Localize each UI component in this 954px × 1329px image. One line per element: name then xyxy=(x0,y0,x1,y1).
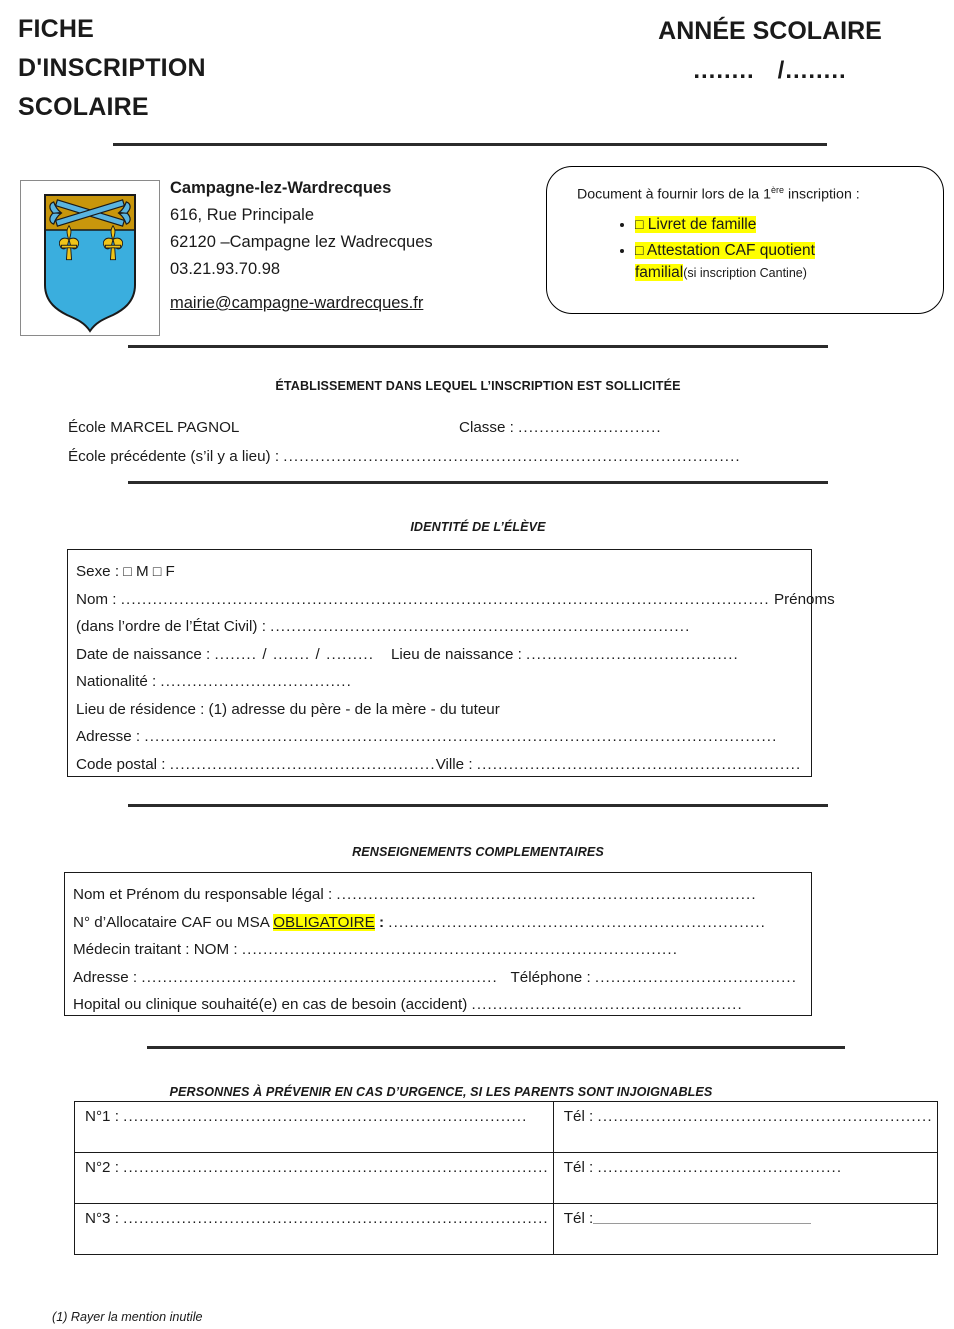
additional-responsable-label: Nom et Prénom du responsable légal : xyxy=(73,886,337,903)
checkbox-sexe-f[interactable]: □ xyxy=(152,563,162,579)
establishment-class-row xyxy=(459,418,662,437)
emergency-tel-label-1: Tél : xyxy=(563,1108,598,1125)
emergency-tel-input-3[interactable] xyxy=(593,1213,811,1224)
mairie-name: Campagne-lez-Wardrecques xyxy=(170,179,392,197)
emergency-name-cell-3[interactable] xyxy=(75,1204,554,1255)
identity-prenoms-label: Prénoms xyxy=(769,590,835,608)
mairie-email-link[interactable]: mairie@campagne-wardrecques.fr xyxy=(170,294,424,312)
emergency-name-cell-2[interactable] xyxy=(75,1153,554,1204)
establishment-heading: ÉTABLISSEMENT DANS LEQUEL L’INSCRIPTION EST SOLLICITÉE xyxy=(275,379,681,393)
identity-row-nom xyxy=(76,586,835,614)
emergency-name-input-1[interactable]: ............................................................................ xyxy=(123,1108,528,1125)
required-document-item-2[interactable] xyxy=(635,239,927,284)
identity-sexe-option-m: M xyxy=(131,563,153,580)
additional-heading: RENSEIGNEMENTS COMPLEMENTAIRES xyxy=(352,845,604,859)
additional-allocataire-mandatory-badge: OBLIGATOIRE xyxy=(273,913,375,931)
divider-under-identity xyxy=(128,804,828,807)
identity-heading: IDENTITÉ DE L’ÉLÈVE xyxy=(410,520,546,534)
required-documents-list xyxy=(577,213,927,284)
coat-of-arms-frame xyxy=(20,180,160,336)
required-document-label-2b: familial xyxy=(635,263,684,281)
additional-allocataire-label: N° d’Allocataire CAF ou MSA xyxy=(73,913,274,931)
additional-telephone-input[interactable]: ...................................... xyxy=(594,968,798,986)
additional-row-medecin xyxy=(73,936,811,964)
additional-medecin-input[interactable]: .................................................................................. xyxy=(241,941,679,958)
identity-row-adresse xyxy=(76,723,811,751)
identity-row-etat-civil xyxy=(76,613,811,641)
identity-date-naissance-label: Date de naissance : xyxy=(76,645,215,663)
identity-adresse-input[interactable]: ....................................................................................................................... xyxy=(144,728,778,745)
form-title-line-2: D'INSCRIPTION xyxy=(18,54,206,82)
identity-row-sexe xyxy=(76,558,811,586)
mairie-city: 62120 –Campagne lez Wadrecques xyxy=(170,233,433,251)
emergency-name-label-1: N°1 : xyxy=(85,1108,124,1125)
additional-fieldbox xyxy=(64,872,812,1016)
emergency-name-input-2[interactable]: ................................................................................ xyxy=(123,1159,549,1176)
required-document-label-1: Livret de famille xyxy=(647,215,757,233)
school-year-blank-right[interactable]: ........ xyxy=(785,57,847,84)
identity-nationalite-input[interactable]: .................................... xyxy=(160,673,352,690)
identity-nom-label: Nom : xyxy=(76,590,121,608)
mairie-address-block xyxy=(170,175,530,317)
emergency-name-label-3: N°3 : xyxy=(85,1210,124,1227)
table-row xyxy=(75,1204,938,1255)
emergency-tel-cell-3[interactable] xyxy=(553,1204,937,1255)
identity-sexe-label: Sexe : xyxy=(76,563,124,580)
form-title-line-1: FICHE xyxy=(18,15,94,43)
emergency-contacts-table xyxy=(74,1101,938,1255)
identity-code-postal-label: Code postal : xyxy=(76,755,170,773)
mairie-phone: 03.21.93.70.98 xyxy=(170,260,281,278)
mairie-street: 616, Rue Principale xyxy=(170,206,315,224)
coat-of-arms-icon xyxy=(21,181,159,335)
divider-under-header-block xyxy=(128,345,828,348)
identity-row-nationalite xyxy=(76,668,811,696)
identity-lieu-naissance-label: Lieu de naissance : xyxy=(390,645,527,663)
footnote-rayer-mention: (1) Rayer la mention inutile xyxy=(52,1310,203,1324)
required-documents-lead-before: Document à fournir lors de la 1 xyxy=(577,186,771,203)
required-document-label-2: Attestation CAF quotient xyxy=(646,241,815,259)
school-year-blanks xyxy=(600,51,940,90)
additional-adresse-label: Adresse : xyxy=(73,968,142,986)
establishment-previous-label: École précédente (s’il y a lieu) : xyxy=(68,448,284,465)
table-row xyxy=(75,1153,938,1204)
emergency-name-label-2: N°2 : xyxy=(85,1159,124,1176)
establishment-school-row xyxy=(68,418,239,437)
form-title xyxy=(18,10,348,127)
emergency-name-input-3[interactable]: ................................................................................ xyxy=(123,1210,549,1227)
checkbox-livret-famille[interactable]: □ xyxy=(635,215,644,232)
school-year-blank-left[interactable]: ........ xyxy=(693,57,755,84)
additional-responsable-input[interactable]: ............................................................................... xyxy=(336,886,757,903)
form-title-line-3: SCOLAIRE xyxy=(18,93,149,121)
additional-row-hopital xyxy=(73,991,811,1019)
identity-row-residence xyxy=(76,696,811,724)
additional-allocataire-input[interactable]: ....................................................................... xyxy=(388,913,766,931)
identity-nom-input[interactable]: .......................................................................................................................... xyxy=(120,590,770,608)
divider-under-additional xyxy=(147,1046,845,1049)
checkbox-sexe-m[interactable]: □ xyxy=(123,563,132,579)
establishment-class-label: Classe : xyxy=(459,419,519,436)
identity-ville-label: Ville : xyxy=(435,755,477,773)
divider-under-title xyxy=(113,143,827,146)
required-documents-lead-after: inscription : xyxy=(784,186,860,203)
additional-medecin-label: Médecin traitant : NOM : xyxy=(73,941,242,958)
identity-row-code-postal xyxy=(76,751,811,779)
required-document-note-2: (si inscription Cantine) xyxy=(683,265,807,280)
identity-sexe-option-f: F xyxy=(161,563,175,580)
emergency-heading: PERSONNES À PRÉVENIR EN CAS D’URGENCE, SI LES PARENTS SONT INJOIGNABLES xyxy=(169,1085,713,1099)
identity-fieldbox xyxy=(67,549,835,777)
additional-hopital-input[interactable]: ................................................... xyxy=(471,996,743,1013)
identity-nationalite-label: Nationalité : xyxy=(76,673,161,690)
ordinal-suffix: ère xyxy=(771,185,785,195)
identity-etat-civil-label: (dans l’ordre de l’État Civil) : xyxy=(76,618,271,635)
divider-under-establishment xyxy=(128,481,828,484)
table-row xyxy=(75,1102,938,1153)
additional-telephone-label: Téléphone : xyxy=(510,968,595,986)
identity-row-naissance xyxy=(76,641,811,669)
emergency-tel-input-1[interactable]: ............................................................... xyxy=(597,1108,933,1125)
emergency-tel-label-2: Tél : xyxy=(563,1159,598,1176)
school-year-label: ANNÉE SCOLAIRE xyxy=(658,17,882,45)
additional-row-allocataire xyxy=(73,909,811,937)
establishment-class-input[interactable]: ........................... xyxy=(518,419,662,436)
checkbox-attestation-caf[interactable]: □ xyxy=(635,241,644,258)
required-documents-lead xyxy=(577,181,927,204)
identity-etat-civil-input[interactable]: ............................................................................... xyxy=(270,618,691,635)
required-documents-box xyxy=(546,166,944,314)
school-year-block xyxy=(600,12,940,90)
identity-adresse-label: Adresse : xyxy=(76,728,145,745)
emergency-tel-input-2[interactable]: .............................................. xyxy=(597,1159,843,1176)
additional-hopital-label: Hopital ou clinique souhaité(e) en cas de besoin (accident) xyxy=(73,996,472,1013)
additional-allocataire-colon: : xyxy=(374,913,389,931)
school-year-separator: / xyxy=(777,57,786,84)
identity-date-naissance-input[interactable]: ........ / ....... / ......... xyxy=(214,645,375,663)
identity-code-postal-input[interactable]: .................................................. xyxy=(169,755,436,773)
establishment-school-label: École MARCEL PAGNOL xyxy=(68,419,240,436)
additional-row-adresse-tel xyxy=(73,964,811,992)
establishment-previous-input[interactable]: ...................................................................................... xyxy=(283,448,741,465)
additional-row-responsable xyxy=(73,881,811,909)
additional-adresse-input[interactable]: ................................................................... xyxy=(141,968,498,986)
identity-ville-input[interactable]: ............................................................. xyxy=(476,755,802,773)
identity-residence-label: Lieu de résidence : (1) adresse du père - de la mère - du tuteur xyxy=(76,700,500,718)
required-document-item-1[interactable] xyxy=(635,213,927,236)
emergency-tel-label-3: Tél : xyxy=(563,1210,594,1227)
emergency-tel-cell-2[interactable] xyxy=(553,1153,937,1204)
emergency-name-cell-1[interactable] xyxy=(75,1102,554,1153)
establishment-previous-row xyxy=(68,447,741,466)
emergency-tel-cell-1[interactable] xyxy=(553,1102,937,1153)
identity-lieu-naissance-input[interactable]: ........................................ xyxy=(526,645,739,663)
